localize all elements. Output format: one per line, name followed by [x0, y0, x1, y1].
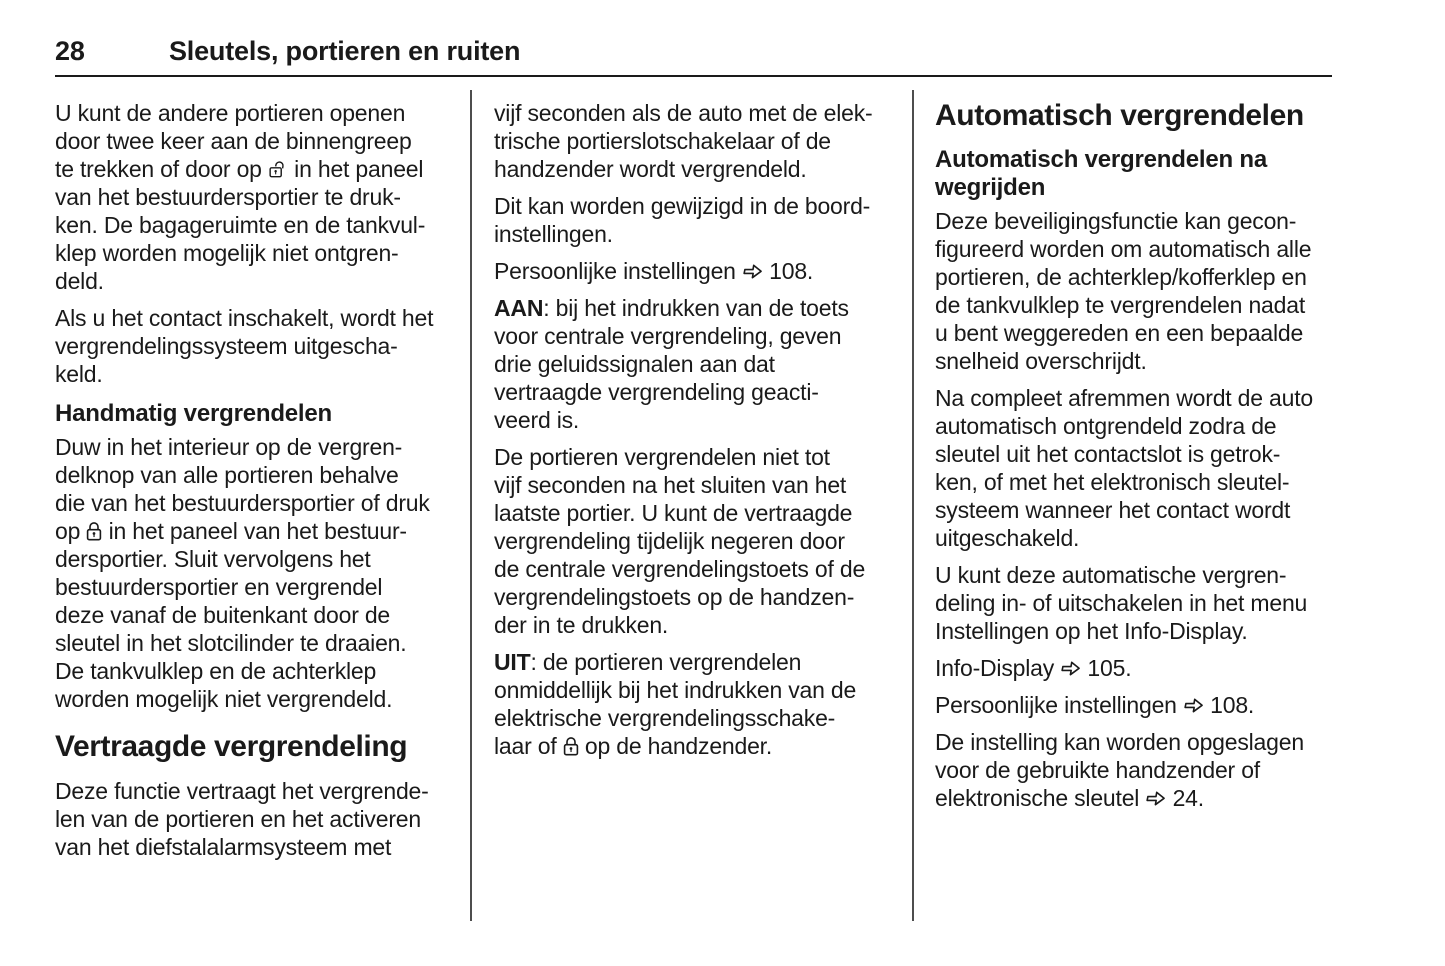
text-column-3: [935, 99, 1337, 821]
paragraph: Dit kan worden gewijzigd in de boord- instellingen.: [494, 193, 871, 247]
ref-arrow-icon: [1183, 691, 1204, 719]
paragraph: Na compleet afremmen wordt de auto automatisch ontgrendeld zodra de sleutel uit het contactslot is getrok- ken, of met het elektronisch sleutel- systeem wanneer het contact wordt uitgeschakeld.: [935, 385, 1314, 551]
section-heading: Vertraagde vergrendeling: [55, 730, 408, 763]
lock-icon: [563, 732, 579, 760]
paragraph: vijf seconden als de auto met de elek- trische portierslotschakelaar of de handzender wordt vergrendeld.: [494, 100, 873, 182]
section-heading: Automatisch vergrendelen: [935, 99, 1304, 132]
subsection-heading: Handmatig vergrendelen: [55, 400, 333, 427]
keyword-uit: UIT: [494, 649, 531, 675]
paragraph: U kunt deze automatische vergren- deling in- of uitschakelen in het menu Instellingen op het Info-Display.: [935, 562, 1308, 644]
unlock-icon: [268, 155, 288, 183]
text-column-1: [55, 99, 459, 870]
paragraph: Als u het contact inschakelt, wordt het vergrendelingssysteem uitgescha- keld.: [55, 305, 434, 387]
paragraph: Deze beveiligingsfunctie kan gecon- figureerd worden om automatisch alle portieren, de achterklep/kofferklep en de tankvulklep te vergrendelen nadat u bent weggereden en een bepaalde snelheid overschrijdt.: [935, 208, 1312, 374]
paragraph: Duw in het interieur op de vergren- delknop van alle portieren behalve die van het bestuurdersportier of druk op in het paneel van het bestuur- dersportier. Sluit vervolgens het bestuurdersportier en vergrendel deze vanaf de buitenkant door de sleutel in het slotcilinder te draaien. De tankvulklep en de achterklep worden mogelijk niet vergrendeld.: [55, 434, 430, 712]
keyword-aan: AAN: [494, 295, 544, 321]
ref-arrow-icon: [1145, 784, 1166, 812]
paragraph: AAN: bij het indrukken van de toets voor centrale vergrendeling, geven drie geluidssignalen aan dat vertraagde vergrendeling geacti- veerd is.: [494, 295, 849, 433]
lock-icon: [86, 517, 102, 545]
paragraph: U kunt de andere portieren openen door twee keer aan de binnengreep te trekken of door op in het paneel van het bestuurdersportier te druk- ken. De bagageruimte en de tankvul- klep worden mogelijk niet ontgren- deld.: [55, 100, 426, 294]
paragraph: Persoonlijke instellingen 108.: [935, 692, 1255, 718]
column-divider: [912, 90, 914, 921]
paragraph: Info-Display 105.: [935, 655, 1132, 681]
text-column-2: [494, 99, 896, 769]
paragraph: UIT: de portieren vergrendelen onmiddellijk bij het indrukken van de elektrische vergrendelingsschake- laar of op de handzender.: [494, 649, 857, 759]
paragraph: De instelling kan worden opgeslagen voor de gebruikte handzender of elektronische sleutel 24.: [935, 729, 1304, 811]
paragraph: Deze functie vertraagt het vergrende- len van de portieren en het activeren van het diefstalalarmsysteem met: [55, 778, 429, 860]
subsection-heading: Automatisch vergrendelen na wegrijden: [935, 146, 1268, 201]
ref-arrow-icon: [1060, 654, 1081, 682]
paragraph: De portieren vergrendelen niet tot vijf seconden na het sluiten van het laatste portier. U kunt de vertraagde vergrendeling tijdelijk negeren door de centrale vergrendelingstoets of de vergrendelingstoets op de handzen- der in te drukken.: [494, 444, 866, 638]
ref-arrow-icon: [742, 257, 763, 285]
page-number: 28: [55, 36, 85, 66]
page-header: [55, 36, 1332, 77]
chapter-title: Sleutels, portieren en ruiten: [169, 36, 521, 66]
column-divider: [470, 90, 472, 921]
paragraph: Persoonlijke instellingen 108.: [494, 258, 814, 284]
